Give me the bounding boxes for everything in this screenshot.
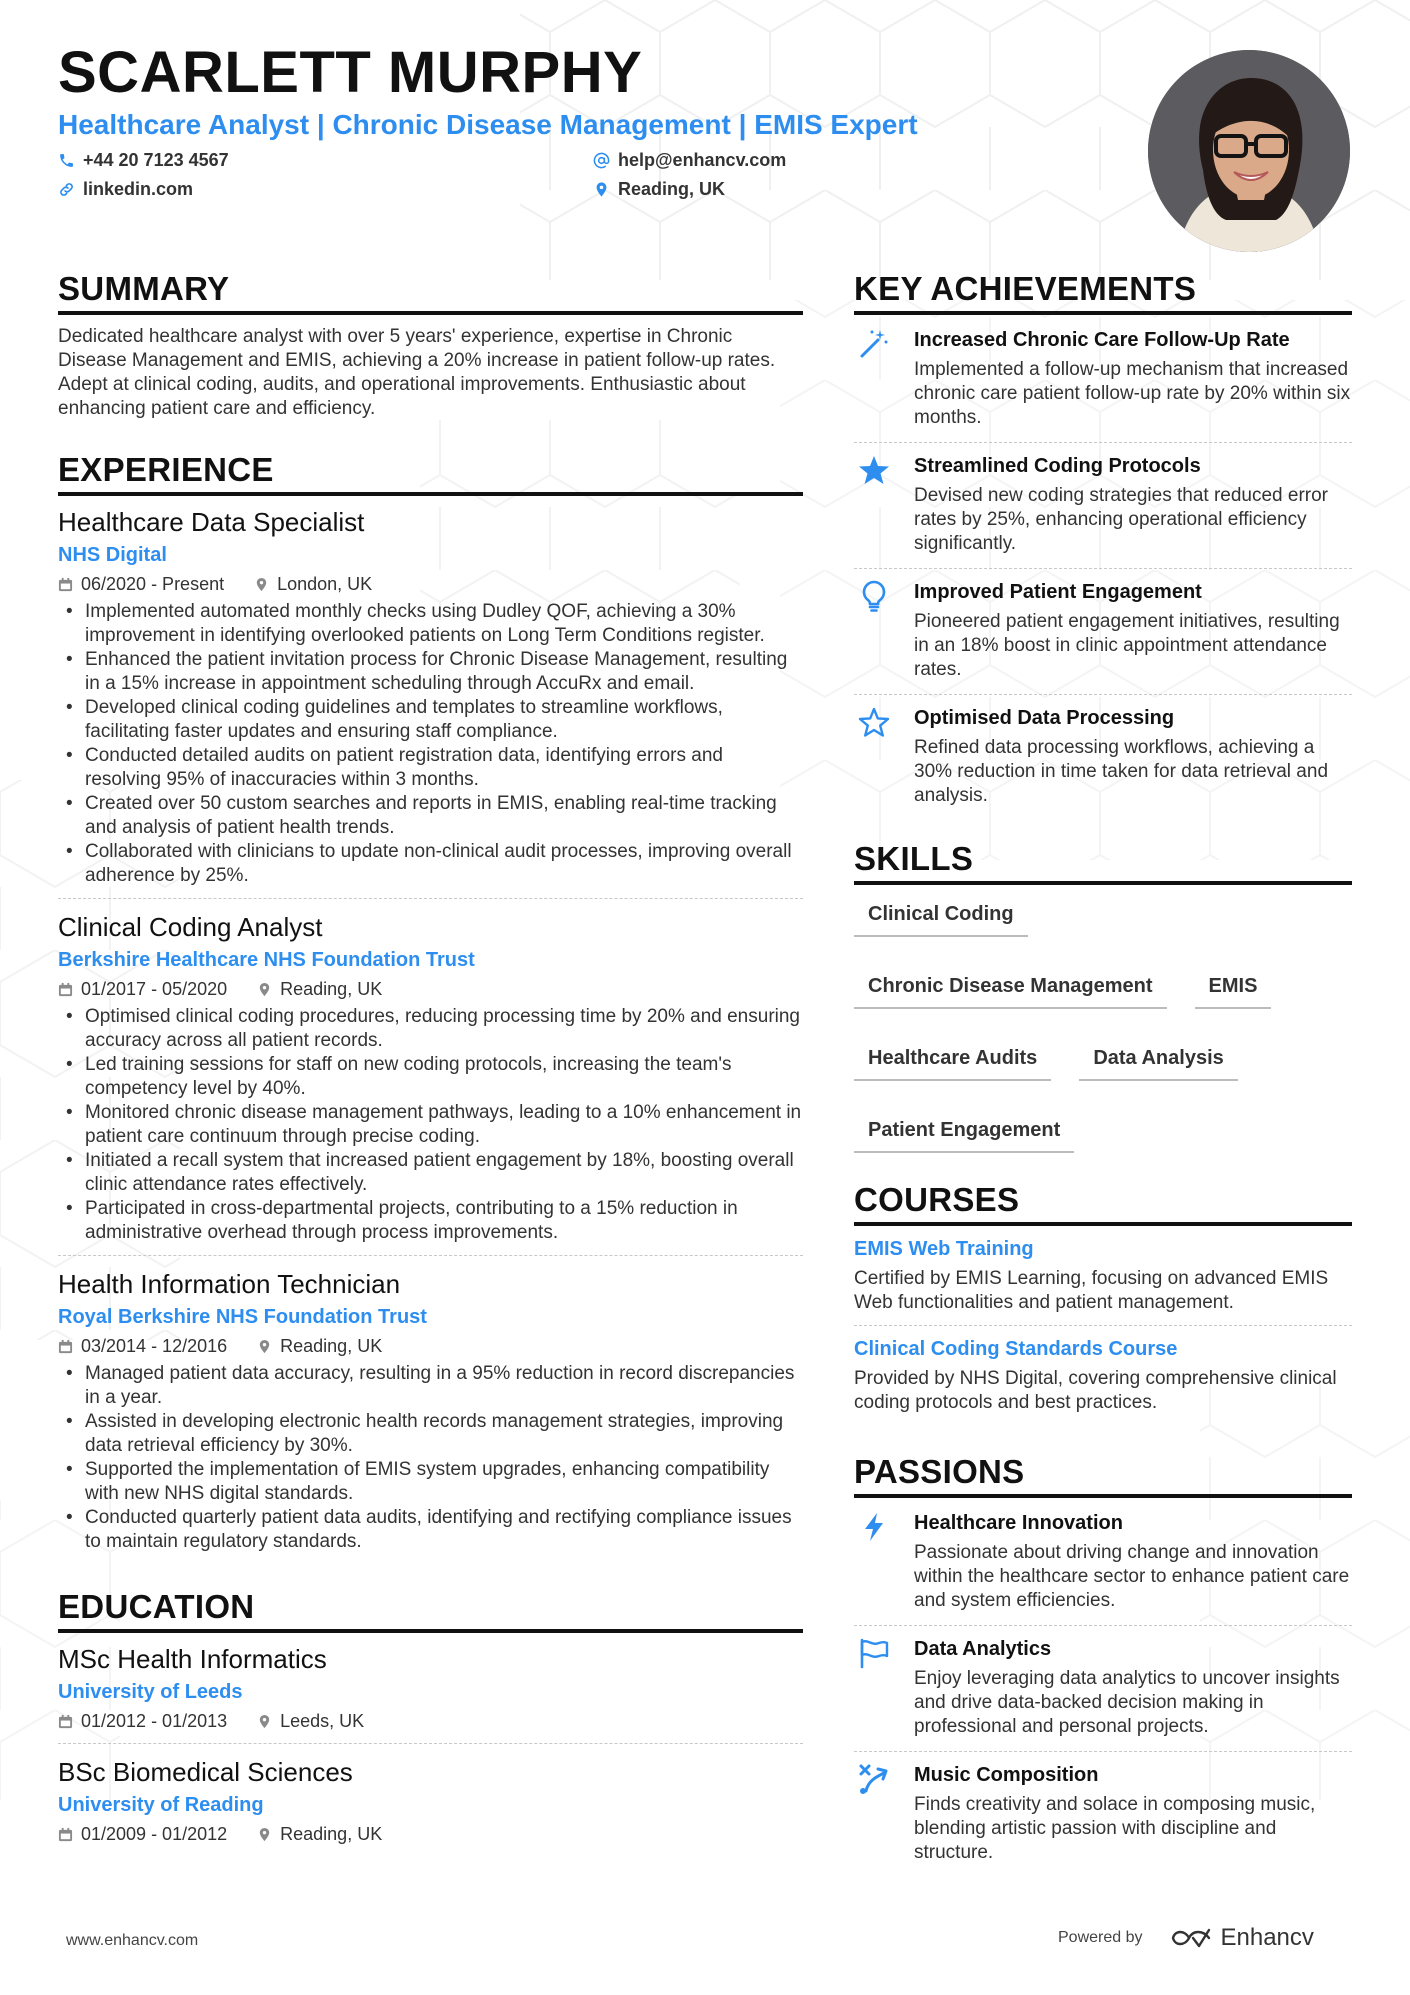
map-pin-icon xyxy=(593,181,610,198)
job-dates-text: 03/2014 - 12/2016 xyxy=(81,1336,228,1356)
skill-tag: Clinical Coding xyxy=(854,901,1028,937)
job-location xyxy=(257,977,382,1001)
job-bullet: • Initiated a recall system that increased patient engagement by 18%, boosting overall clinic attendance rates effectively. xyxy=(58,1149,803,1197)
linkedin-contact[interactable] xyxy=(58,179,593,200)
flag-icon xyxy=(854,1636,914,1739)
job-dates-text: 01/2017 - 05/2020 xyxy=(81,979,228,999)
achievement-item xyxy=(854,317,1352,442)
education-meta xyxy=(58,1709,803,1733)
achievement-title: Streamlined Coding Protocols xyxy=(914,455,1201,477)
map-pin-icon xyxy=(254,577,269,592)
achievements-section xyxy=(854,270,1352,820)
job-bullet: • Managed patient data accuracy, resulting in a 95% reduction in record discrepancies in a year. xyxy=(58,1362,803,1410)
right-column xyxy=(854,270,1352,1877)
job-company: NHS Digital xyxy=(58,544,167,566)
star-outline-icon xyxy=(854,705,914,808)
job-title: Health Information Technician xyxy=(58,1269,401,1299)
course-item xyxy=(854,1236,1352,1325)
achievement-item xyxy=(854,442,1352,568)
job-bullet: • Enhanced the patient invitation process for Chronic Disease Management, resulting in a 15% increase in appointment scheduling through AccuRx and email. xyxy=(58,648,803,696)
enhancv-logo[interactable] xyxy=(1169,1924,1314,1952)
education-meta xyxy=(58,1822,803,1846)
job-bullet: • Conducted quarterly patient data audits, identifying and rectifying compliance issues to maintain regulatory standards. xyxy=(58,1506,803,1554)
enhancv-logo-icon xyxy=(1169,1927,1213,1949)
school-name: University of Reading xyxy=(58,1794,264,1816)
experience-heading: EXPERIENCE xyxy=(58,451,803,496)
strategy-icon xyxy=(854,1762,914,1865)
experience-item xyxy=(58,1255,803,1564)
calendar-icon xyxy=(58,1827,73,1842)
at-sign-icon xyxy=(593,152,610,169)
achievement-description: Implemented a follow-up mechanism that increased chronic care patient follow-up rate by 20% within six months. xyxy=(914,359,1351,428)
footer-branding xyxy=(1058,1924,1314,1952)
job-bullet: • Supported the implementation of EMIS system upgrades, enhancing compatibility with new NHS digital standards. xyxy=(58,1458,803,1506)
achievement-item xyxy=(854,694,1352,820)
experience-item xyxy=(58,898,803,1255)
job-bullet: • Collaborated with clinicians to update non-clinical audit processes, improving overall adherence by 25%. xyxy=(58,840,803,888)
job-company: Royal Berkshire NHS Foundation Trust xyxy=(58,1306,427,1328)
phone-icon xyxy=(58,152,75,169)
job-bullets xyxy=(58,1362,803,1554)
passion-description: Passionate about driving change and innovation within the healthcare sector to enhance patient care and system efficiencies. xyxy=(914,1542,1350,1611)
job-meta xyxy=(58,572,803,596)
education-dates xyxy=(58,1709,227,1733)
passions-heading: PASSIONS xyxy=(854,1453,1352,1498)
left-column xyxy=(58,270,803,1856)
passion-title: Healthcare Innovation xyxy=(914,1512,1123,1534)
course-title: EMIS Web Training xyxy=(854,1238,1034,1260)
skills-list xyxy=(854,895,1352,1153)
course-description: Provided by NHS Digital, covering comprehensive clinical coding protocols and best practices. xyxy=(854,1368,1337,1413)
education-dates xyxy=(58,1822,227,1846)
link-icon xyxy=(58,181,75,198)
job-location-text: Reading, UK xyxy=(280,1336,383,1356)
education-item xyxy=(58,1643,803,1743)
job-bullets xyxy=(58,600,803,888)
passion-item xyxy=(854,1751,1352,1877)
skill-tag: Data Analysis xyxy=(1079,1045,1237,1081)
education-heading: EDUCATION xyxy=(58,1588,803,1633)
job-dates-text: 06/2020 - Present xyxy=(81,574,225,594)
location-contact xyxy=(593,179,1093,200)
skills-heading: SKILLS xyxy=(854,840,1352,885)
resume-header xyxy=(58,42,1108,200)
achievement-description: Devised new coding strategies that reduced error rates by 25%, enhancing operational efficiency significantly. xyxy=(914,485,1329,554)
summary-text: Dedicated healthcare analyst with over 5 years' experience, expertise in Chronic Disease Management and EMIS, achieving a 20% increase in patient follow-up rates. Adept at clinical coding, audits, and operational improvements. Enthusiastic about enhancing patient care and efficiency. xyxy=(58,326,776,419)
job-bullet: • Assisted in developing electronic health records management strategies, improving data retrieval efficiency by 30%. xyxy=(58,1410,803,1458)
phone-text: +44 20 7123 4567 xyxy=(83,149,229,170)
course-item xyxy=(854,1325,1352,1425)
passion-title: Data Analytics xyxy=(914,1638,1052,1660)
job-meta xyxy=(58,977,803,1001)
job-company: Berkshire Healthcare NHS Foundation Trust xyxy=(58,949,475,971)
job-location xyxy=(254,572,372,596)
lightning-icon xyxy=(854,1510,914,1613)
summary-heading: SUMMARY xyxy=(58,270,803,315)
education-location xyxy=(257,1709,364,1733)
passion-description: Enjoy leveraging data analytics to uncover insights and drive data-backed decision making in professional and personal projects. xyxy=(914,1668,1340,1737)
skill-tag: Patient Engagement xyxy=(854,1117,1074,1153)
enhancv-brand-text: Enhancv xyxy=(1220,1924,1314,1951)
powered-by-label: Powered by xyxy=(1058,1929,1143,1946)
job-title: Healthcare Data Specialist xyxy=(58,507,365,537)
education-location xyxy=(257,1822,382,1846)
job-bullet: • Created over 50 custom searches and reports in EMIS, enabling real-time tracking and analysis of patient health trends. xyxy=(58,792,803,840)
achievement-title: Improved Patient Engagement xyxy=(914,581,1202,603)
education-dates-text: 01/2009 - 01/2012 xyxy=(81,1824,228,1844)
map-pin-icon xyxy=(257,1339,272,1354)
job-meta xyxy=(58,1334,803,1358)
education-dates-text: 01/2012 - 01/2013 xyxy=(81,1711,228,1731)
job-location xyxy=(257,1334,382,1358)
job-title: Clinical Coding Analyst xyxy=(58,912,323,942)
job-bullet: • Monitored chronic disease management pathways, leading to a 10% enhancement in patient care continuum through precise coding. xyxy=(58,1101,803,1149)
footer-website[interactable]: www.enhancv.com xyxy=(66,1932,199,1949)
passion-item xyxy=(854,1625,1352,1751)
candidate-tagline: Healthcare Analyst | Chronic Disease Management | EMIS Expert xyxy=(58,108,918,140)
linkedin-text: linkedin.com xyxy=(83,178,194,199)
lightbulb-icon xyxy=(854,579,914,682)
location-text: Reading, UK xyxy=(618,178,726,199)
achievement-item xyxy=(854,568,1352,694)
education-item xyxy=(58,1743,803,1856)
course-description: Certified by EMIS Learning, focusing on advanced EMIS Web functionalities and patient management. xyxy=(854,1268,1329,1313)
map-pin-icon xyxy=(257,982,272,997)
job-bullet: • Developed clinical coding guidelines and templates to streamline workflows, facilitating faster updates and ensuring staff compliance. xyxy=(58,696,803,744)
job-location-text: Reading, UK xyxy=(280,979,383,999)
skill-tag: Chronic Disease Management xyxy=(854,973,1167,1009)
school-name: University of Leeds xyxy=(58,1681,243,1703)
education-location-text: Reading, UK xyxy=(280,1824,383,1844)
achievements-heading: KEY ACHIEVEMENTS xyxy=(854,270,1352,315)
job-dates xyxy=(58,1334,227,1358)
profile-photo xyxy=(1148,50,1350,252)
skill-tag: Healthcare Audits xyxy=(854,1045,1051,1081)
education-location-text: Leeds, UK xyxy=(280,1711,365,1731)
achievement-description: Pioneered patient engagement initiatives, resulting in an 18% boost in clinic appointment attendance rates. xyxy=(914,611,1340,680)
summary-section xyxy=(58,270,803,421)
job-bullet: • Optimised clinical coding procedures, reducing processing time by 20% and ensuring accuracy across all patient records. xyxy=(58,1005,803,1053)
achievement-title: Increased Chronic Care Follow-Up Rate xyxy=(914,329,1290,351)
skill-tag: EMIS xyxy=(1195,973,1272,1009)
courses-section xyxy=(854,1181,1352,1425)
calendar-icon xyxy=(58,577,73,592)
map-pin-icon xyxy=(257,1827,272,1842)
calendar-icon xyxy=(58,1339,73,1354)
avatar-illustration xyxy=(1148,50,1350,252)
star-filled-icon xyxy=(854,453,914,556)
experience-section xyxy=(58,451,803,1564)
job-bullet: • Implemented automated monthly checks using Dudley QOF, achieving a 30% improvement in identifying overlooked patients on Long Term Conditions register. xyxy=(58,600,803,648)
passion-item xyxy=(854,1500,1352,1625)
passion-title: Music Composition xyxy=(914,1764,1099,1786)
job-location-text: London, UK xyxy=(277,574,373,594)
job-dates xyxy=(58,572,224,596)
email-contact[interactable] xyxy=(593,150,1093,171)
experience-item xyxy=(58,506,803,898)
passions-section xyxy=(854,1453,1352,1877)
course-title: Clinical Coding Standards Course xyxy=(854,1338,1178,1360)
job-dates xyxy=(58,977,227,1001)
job-bullets xyxy=(58,1005,803,1245)
calendar-icon xyxy=(58,1714,73,1729)
magic-wand-icon xyxy=(854,327,914,430)
email-text: help@enhancv.com xyxy=(618,149,787,170)
achievement-description: Refined data processing workflows, achieving a 30% reduction in time taken for data retrieval and analysis. xyxy=(914,737,1329,806)
job-bullet: • Conducted detailed audits on patient registration data, identifying errors and resolving 95% of inaccuracies within 3 months. xyxy=(58,744,803,792)
candidate-name: SCARLETT MURPHY xyxy=(58,40,643,105)
achievement-title: Optimised Data Processing xyxy=(914,707,1175,729)
map-pin-icon xyxy=(257,1714,272,1729)
skills-section xyxy=(854,840,1352,1153)
calendar-icon xyxy=(58,982,73,997)
job-bullet: • Led training sessions for staff on new coding protocols, increasing the team's competency level by 40%. xyxy=(58,1053,803,1101)
contact-info xyxy=(58,150,1108,200)
degree-title: BSc Biomedical Sciences xyxy=(58,1757,353,1787)
education-section xyxy=(58,1588,803,1856)
phone-contact[interactable] xyxy=(58,150,593,171)
job-bullet: • Participated in cross-departmental projects, contributing to a 15% reduction in administrative overhead through process improvements. xyxy=(58,1197,803,1245)
degree-title: MSc Health Informatics xyxy=(58,1644,327,1674)
courses-heading: COURSES xyxy=(854,1181,1352,1226)
passion-description: Finds creativity and solace in composing music, blending artistic passion with discipline and structure. xyxy=(914,1794,1316,1863)
